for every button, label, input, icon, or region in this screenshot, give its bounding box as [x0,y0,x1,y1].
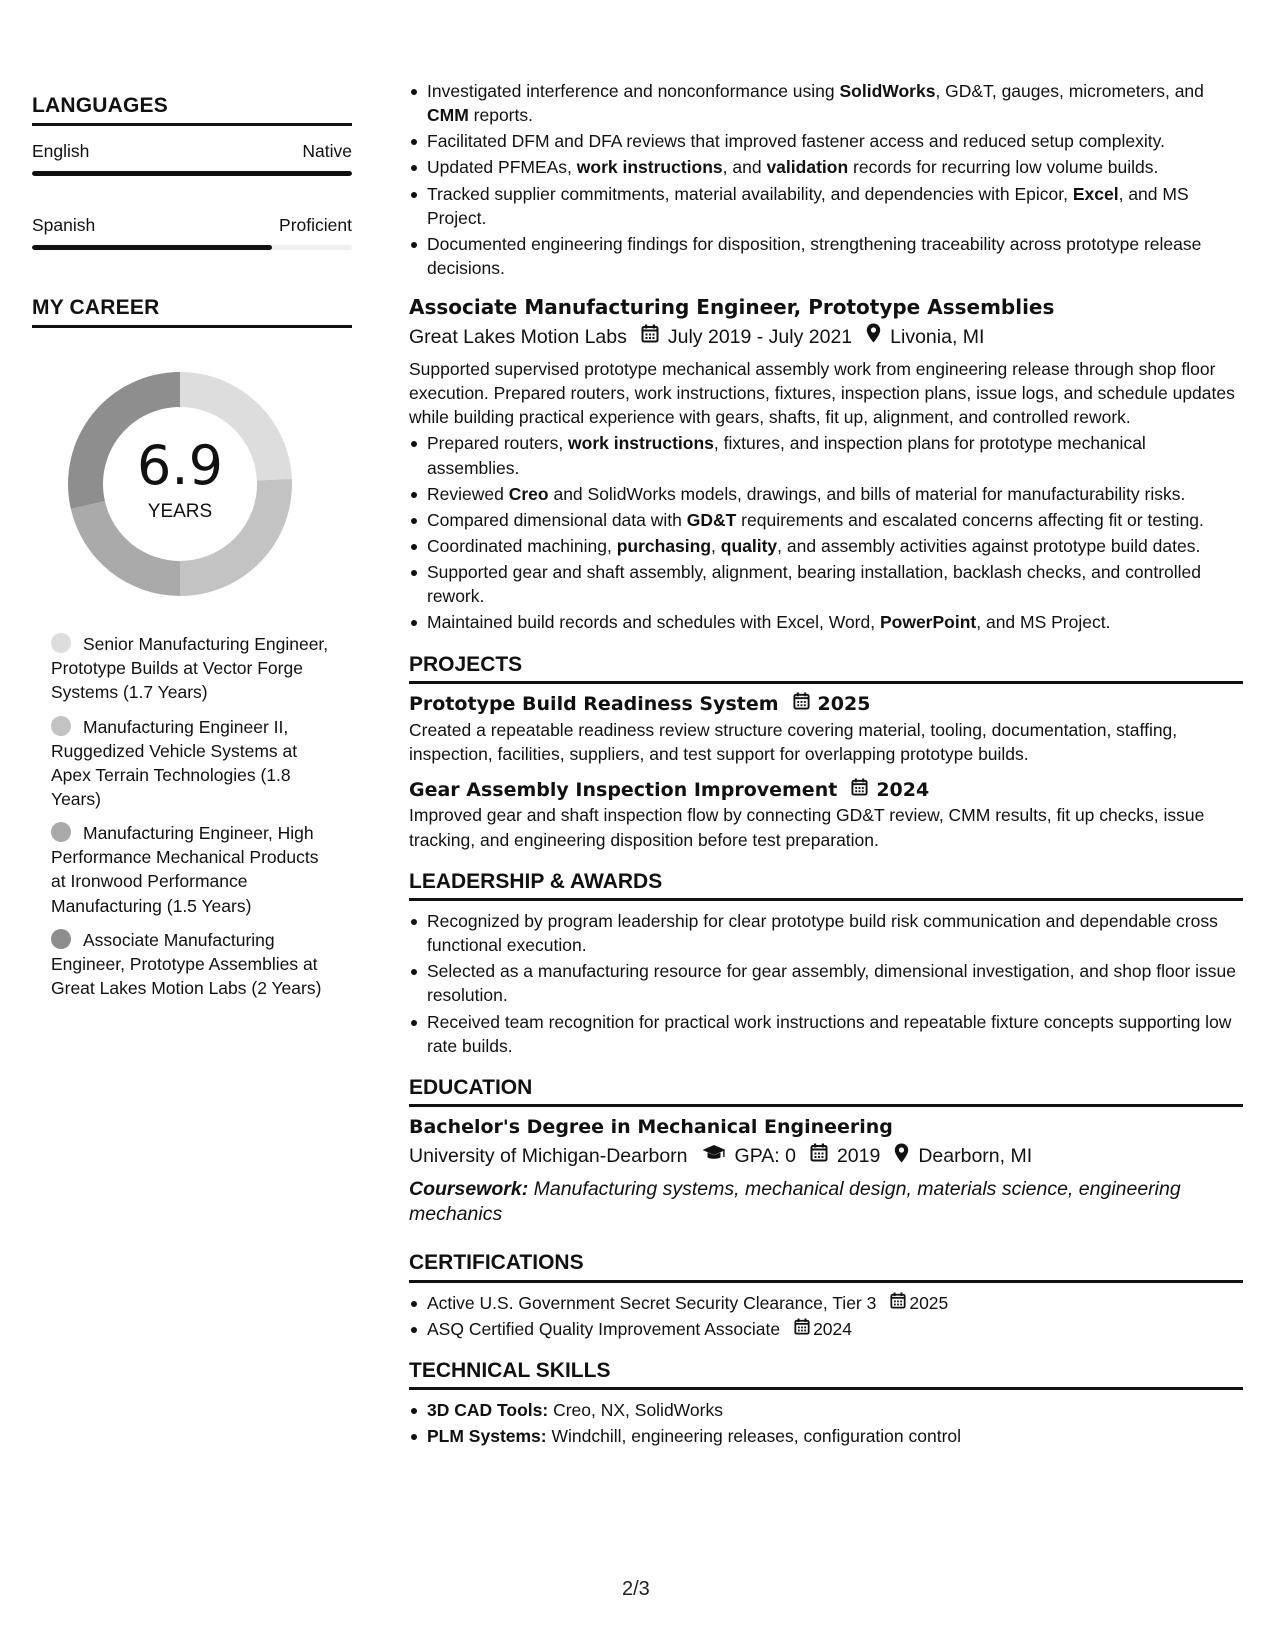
bullet-item: Updated PFMEAs, work instructions, and validation records for recurring low volume builds. [409,155,1243,179]
job-bullets [409,431,1243,634]
bullet-item: Maintained build records and schedules with Excel, Word, PowerPoint, and MS Project. [409,610,1243,634]
career-total-years: 6.9 [137,433,223,497]
calendar-icon [793,692,810,718]
languages-list [32,140,352,250]
legend-dot [51,633,71,653]
calendar-icon [794,1317,810,1341]
leadership-list [409,909,1243,1058]
job-dates: July 2019 - July 2021 [667,325,853,348]
career-legend-label: Associate Manufacturing Engineer, Prototype Assemblies at Great Lakes Motion Labs (2 Years) [51,929,322,998]
location-pin-icon [866,323,881,351]
page-number: 2/3 [622,1578,650,1600]
career-legend-item [51,928,331,1000]
leadership-heading: LEADERSHIP & AWARDS [409,868,1243,901]
coursework-text: Manufacturing systems, mechanical design, materials science, engineering mechanics [409,1177,1181,1226]
job-meta [409,323,1243,351]
bullet-item: Documented engineering findings for disposition, strengthening traceability across prototype release decisions. [409,232,1243,280]
bullet-item: Reviewed Creo and SolidWorks models, drawings, and bills of material for manufacturability risks. [409,482,1243,506]
coursework [409,1177,1243,1228]
certification-item [409,1317,1243,1341]
degree-title: Bachelor's Degree in Mechanical Engineering [409,1116,893,1139]
skill-label: 3D CAD Tools: [427,1400,549,1421]
leadership-item: Recognized by program leadership for clear prototype build risk communication and dependable cross functional execution. [409,909,1243,957]
calendar-icon [641,324,659,351]
career-legend-item [51,715,331,812]
certification-item [409,1291,1243,1315]
donut-center [68,372,292,596]
bullet-item: Supported gear and shaft assembly, alignment, bearing installation, backlash checks, and controlled rework. [409,560,1243,608]
project-item [409,692,1243,766]
graduation-cap-icon [702,1143,726,1170]
language-name: Spanish [32,215,96,236]
project-year: 2025 [817,692,871,715]
career-legend-item [51,821,331,918]
job-location: Livonia, MI [890,325,985,348]
career-legend-item [51,632,331,704]
projects-heading: PROJECTS [409,651,1243,684]
job-summary: Supported supervised prototype mechanical assembly work from engineering release through shop floor execution. Prepared routers, work instructions, fixtures, inspection plans, issue logs, and schedule updates while building practical experience with gears, shafts, fit up, alignment, and controlled rework. [409,359,1235,428]
skills-heading: TECHNICAL SKILLS [409,1357,1243,1390]
language-level: Native [302,141,352,162]
bullet-item: Compared dimensional data with GD&T requirements and escalated concerns affecting fit or testing. [409,508,1243,532]
bullet-item: Coordinated machining, purchasing, quality, and assembly activities against prototype build dates. [409,534,1243,558]
leadership-item: Selected as a manufacturing resource for gear assembly, dimensional investigation, and shop floor issue resolution. [409,959,1243,1007]
education-meta [409,1143,1243,1171]
skill-value: Creo, NX, SolidWorks [553,1400,723,1421]
skill-value: Windchill, engineering releases, configuration control [551,1426,962,1447]
location-pin-icon [894,1143,909,1171]
leadership-item: Received team recognition for practical work instructions and repeatable fixture concepts supporting low rate builds. [409,1010,1243,1058]
certification-name: ASQ Certified Quality Improvement Associate [427,1318,781,1339]
sidebar [32,92,352,1010]
bullet-item: Investigated interference and nonconformance using SolidWorks, GD&T, gauges, micrometers, and CMM reports. [409,79,1243,127]
education-heading: EDUCATION [409,1074,1243,1107]
skills-list [409,1398,1243,1448]
coursework-label: Coursework: [409,1177,529,1200]
legend-dot [51,716,71,736]
project-item [409,778,1243,852]
languages-heading: LANGUAGES [32,92,352,126]
language-item [32,214,352,250]
legend-dot [51,929,71,949]
school-location: Dearborn, MI [918,1145,1033,1168]
main-content [409,79,1243,1451]
project-description: Improved gear and shaft inspection flow by connecting GD&T review, CMM results, fit up checks, issue tracking, and engineering disposition before test preparation. [409,805,1205,850]
career-legend [51,632,331,1000]
gpa: GPA: 0 [734,1145,796,1168]
project-description: Created a repeatable readiness review structure covering material, tooling, documentation, staffing, inspection, facilities, suppliers, and test support for overlapping prototype builds. [409,719,1178,764]
language-proficiency-fill [32,245,272,250]
project-year: 2024 [876,778,930,801]
language-proficiency-bar [32,245,352,250]
job-title: Associate Manufacturing Engineer, Prototype Assemblies [409,295,1055,320]
language-level: Proficient [279,215,352,236]
prev-job-bullets [409,79,1243,280]
certification-year: 2024 [813,1318,852,1339]
career-legend-label: Manufacturing Engineer, High Performance Mechanical Products at Ironwood Performance Manufacturing (1.5 Years) [51,823,319,916]
skill-item [409,1424,1243,1448]
bullet-item: Tracked supplier commitments, material availability, and dependencies with Epicor, Excel, and MS Project. [409,182,1243,230]
certifications-list [409,1291,1243,1341]
calendar-icon [890,1291,906,1315]
career-legend-label: Senior Manufacturing Engineer, Prototype Builds at Vector Forge Systems (1.7 Years) [51,634,329,703]
certifications-heading: CERTIFICATIONS [409,1249,1243,1282]
calendar-icon [810,1143,828,1170]
skill-label: PLM Systems: [427,1426,547,1447]
bullet-item: Prepared routers, work instructions, fixtures, and inspection plans for prototype mechanical assemblies. [409,431,1243,479]
career-donut-chart [68,372,292,596]
school-name: University of Michigan-Dearborn [409,1145,688,1168]
certification-name: Active U.S. Government Secret Security Clearance, Tier 3 [427,1292,877,1313]
project-title: Prototype Build Readiness System [409,692,779,715]
bullet-item: Facilitated DFM and DFA reviews that improved fastener access and reduced setup complexity. [409,129,1243,153]
skill-item [409,1398,1243,1422]
project-title: Gear Assembly Inspection Improvement [409,778,838,801]
language-item [32,140,352,176]
career-years-unit: YEARS [147,500,213,522]
job-company: Great Lakes Motion Labs [409,325,627,348]
language-proficiency-bar [32,171,352,176]
career-heading: MY CAREER [32,294,352,328]
calendar-icon [851,778,868,804]
language-proficiency-fill [32,171,352,176]
graduation-year: 2019 [836,1145,881,1168]
language-name: English [32,141,90,162]
legend-dot [51,822,71,842]
career-legend-label: Manufacturing Engineer II, Ruggedized Vehicle Systems at Apex Terrain Technologies (1.8 Years) [51,716,298,809]
certification-year: 2025 [909,1292,949,1313]
